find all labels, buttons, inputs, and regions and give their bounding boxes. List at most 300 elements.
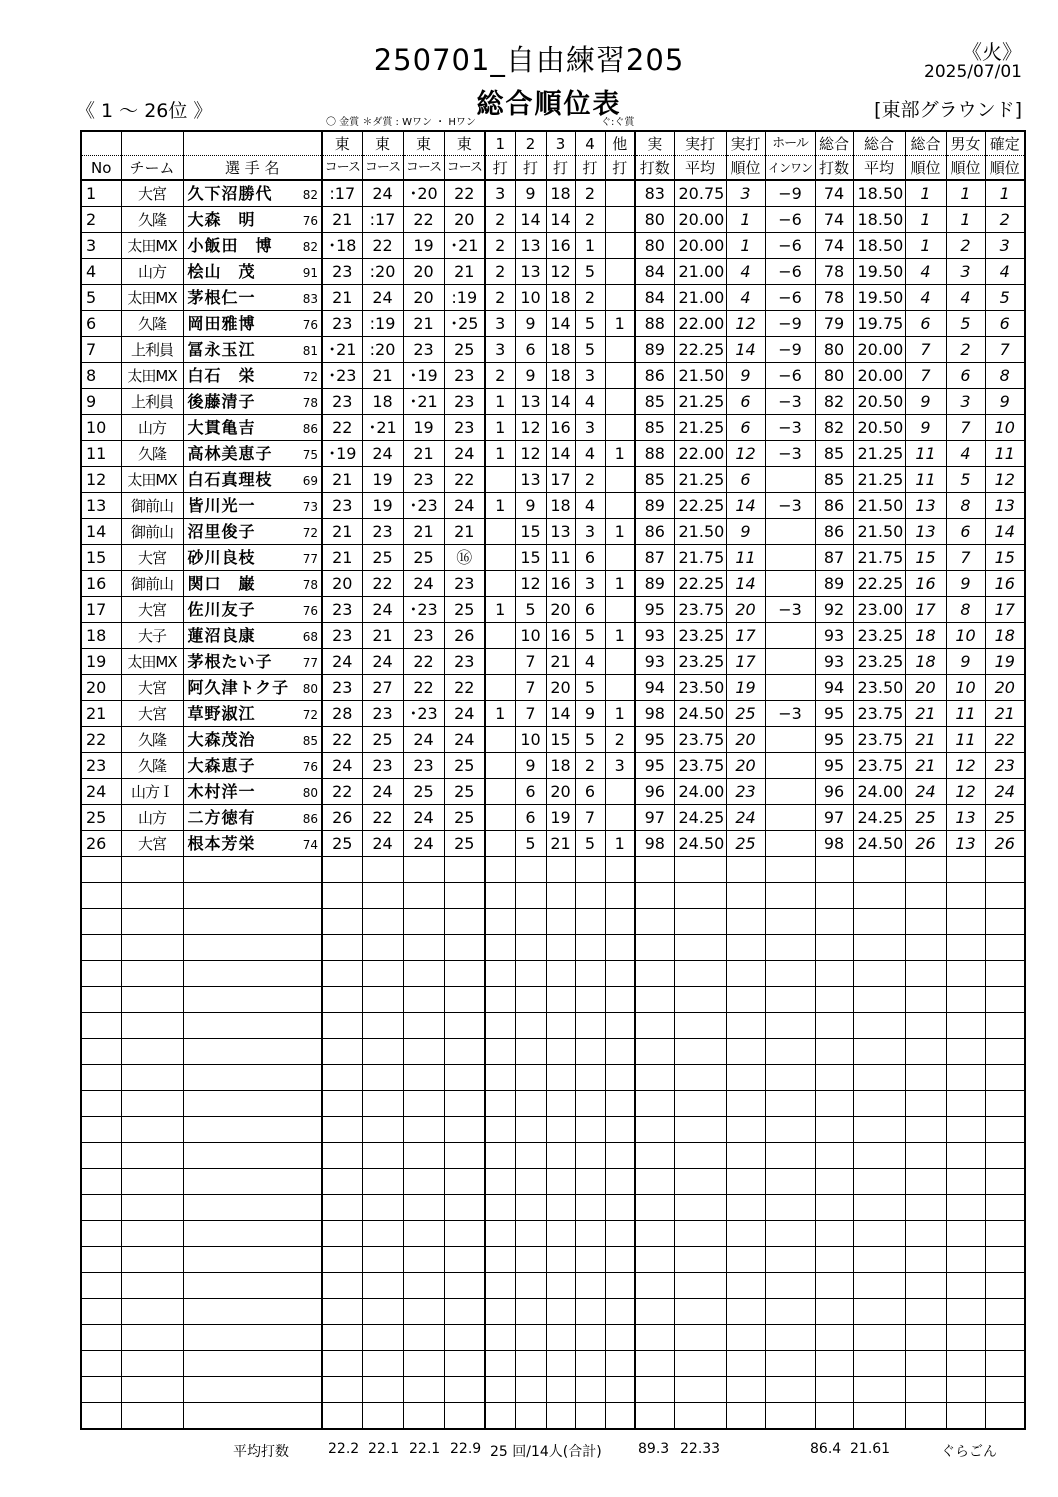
cell-h4: 5 — [575, 675, 605, 701]
cell-h2: 14 — [515, 207, 546, 233]
empty-cell — [853, 883, 905, 909]
cell-hio: −9 — [765, 180, 815, 207]
empty-cell — [905, 1273, 946, 1299]
empty-cell — [515, 857, 546, 883]
column-header — [183, 131, 322, 156]
cell-h2: 15 — [515, 519, 546, 545]
empty-row — [81, 1299, 1025, 1325]
empty-cell — [575, 987, 605, 1013]
cell-trk: 17 — [905, 597, 946, 623]
empty-cell — [674, 1377, 726, 1403]
date-label: 2025/07/01 — [924, 62, 1022, 82]
empty-cell — [726, 1325, 765, 1351]
cell-jrk: 6 — [726, 389, 765, 415]
cell-jrk: 6 — [726, 467, 765, 493]
empty-cell — [81, 1377, 121, 1403]
cell-gen: 12 — [946, 779, 985, 805]
player-age: 72 — [302, 708, 318, 722]
player-name: 白石真理枝 — [187, 469, 273, 489]
empty-cell — [362, 1273, 403, 1299]
empty-cell — [815, 1169, 853, 1195]
empty-cell — [515, 1117, 546, 1143]
cell-gen: 6 — [946, 519, 985, 545]
empty-row — [81, 857, 1025, 883]
cell-c4: 25 — [444, 597, 485, 623]
player-name: 白石 栄 — [187, 365, 256, 385]
cell-h4: 9 — [575, 701, 605, 727]
cell-tav: 23.25 — [853, 623, 905, 649]
cell-no: 1 — [81, 180, 121, 207]
cell-hio: −9 — [765, 311, 815, 337]
empty-cell — [81, 1273, 121, 1299]
cell-c3: ･23 — [403, 597, 444, 623]
player-name: 高林美恵子 — [187, 443, 273, 463]
empty-cell — [403, 1117, 444, 1143]
cell-h2: 5 — [515, 831, 546, 857]
empty-cell — [765, 909, 815, 935]
empty-cell — [121, 1195, 183, 1221]
cell-tot: 95 — [815, 727, 853, 753]
cell-name — [183, 337, 322, 363]
cell-name — [183, 467, 322, 493]
table-header — [81, 131, 1025, 180]
cell-h1: 2 — [485, 207, 515, 233]
player-age: 83 — [302, 292, 318, 306]
cell-jav: 21.25 — [674, 415, 726, 441]
empty-cell — [575, 1299, 605, 1325]
cell-ho — [605, 545, 635, 571]
cell-h4: 4 — [575, 441, 605, 467]
column-header: 東 — [362, 131, 403, 156]
footer-rounds: 25 回/14人(合計) — [490, 1444, 602, 1460]
player-name: 小飯田 博 — [187, 235, 273, 255]
cell-no: 24 — [81, 779, 121, 805]
cell-h1 — [485, 519, 515, 545]
footer-course-2-avg: 22.1 — [368, 1441, 400, 1457]
cell-h1 — [485, 675, 515, 701]
cell-trk: 15 — [905, 545, 946, 571]
cell-ho: 1 — [605, 831, 635, 857]
empty-cell — [403, 987, 444, 1013]
empty-cell — [444, 1299, 485, 1325]
cell-hio — [765, 545, 815, 571]
cell-c1: 28 — [322, 701, 362, 727]
empty-cell — [121, 1143, 183, 1169]
cell-c4: 23 — [444, 649, 485, 675]
empty-cell — [575, 1013, 605, 1039]
cell-trk: 26 — [905, 831, 946, 857]
column-header: 2 — [515, 131, 546, 156]
cell-c4: 22 — [444, 467, 485, 493]
cell-ho — [605, 467, 635, 493]
cell-tav: 23.50 — [853, 675, 905, 701]
cell-c2: 22 — [362, 233, 403, 259]
cell-jit: 96 — [635, 779, 674, 805]
empty-cell — [635, 1143, 674, 1169]
cell-name — [183, 363, 322, 389]
cell-team: 大宮 — [121, 701, 183, 727]
cell-no: 5 — [81, 285, 121, 311]
empty-cell — [81, 1221, 121, 1247]
player-name: 根本芳栄 — [187, 833, 256, 853]
cell-fin: 21 — [985, 701, 1025, 727]
empty-cell — [946, 1091, 985, 1117]
cell-c2: 21 — [362, 363, 403, 389]
empty-cell — [485, 1325, 515, 1351]
cell-fin: 20 — [985, 675, 1025, 701]
cell-c4: 24 — [444, 701, 485, 727]
cell-jav: 22.25 — [674, 493, 726, 519]
cell-c1: 23 — [322, 623, 362, 649]
cell-trk: 9 — [905, 389, 946, 415]
empty-cell — [444, 857, 485, 883]
empty-cell — [815, 961, 853, 987]
empty-cell — [403, 1351, 444, 1377]
empty-cell — [815, 935, 853, 961]
empty-cell — [985, 987, 1025, 1013]
empty-cell — [403, 1143, 444, 1169]
empty-cell — [985, 1091, 1025, 1117]
cell-c3: 24 — [403, 727, 444, 753]
cell-h1 — [485, 727, 515, 753]
cell-jit: 83 — [635, 180, 674, 207]
cell-ho: 1 — [605, 701, 635, 727]
cell-jrk: 9 — [726, 363, 765, 389]
cell-name — [183, 493, 322, 519]
empty-row — [81, 1221, 1025, 1247]
cell-name — [183, 441, 322, 467]
cell-h3: 18 — [546, 180, 575, 207]
column-header: 総合 — [815, 131, 853, 156]
cell-c3: 19 — [403, 415, 444, 441]
empty-cell — [605, 1351, 635, 1377]
empty-cell — [765, 1325, 815, 1351]
cell-c1: 21 — [322, 207, 362, 233]
empty-cell — [674, 857, 726, 883]
cell-name — [183, 233, 322, 259]
empty-cell — [183, 1247, 322, 1273]
empty-cell — [575, 857, 605, 883]
empty-cell — [946, 961, 985, 987]
empty-cell — [81, 1117, 121, 1143]
empty-cell — [444, 1403, 485, 1430]
empty-cell — [362, 1065, 403, 1091]
cell-c3: 25 — [403, 545, 444, 571]
empty-cell — [444, 1117, 485, 1143]
empty-cell — [674, 1351, 726, 1377]
cell-c2: :20 — [362, 337, 403, 363]
cell-h1: 3 — [485, 180, 515, 207]
empty-cell — [403, 857, 444, 883]
empty-cell — [403, 1299, 444, 1325]
table-row — [81, 519, 1025, 545]
cell-name — [183, 259, 322, 285]
empty-cell — [605, 1221, 635, 1247]
player-name: 木村洋一 — [187, 781, 256, 801]
footer-label: 平均打数 — [233, 1444, 289, 1460]
cell-trk: 11 — [905, 441, 946, 467]
empty-cell — [362, 935, 403, 961]
cell-h3: 11 — [546, 545, 575, 571]
empty-cell — [575, 1117, 605, 1143]
player-age: 73 — [302, 500, 318, 514]
cell-tot: 95 — [815, 753, 853, 779]
empty-cell — [853, 1299, 905, 1325]
empty-row — [81, 1143, 1025, 1169]
cell-name — [183, 727, 322, 753]
cell-h4: 5 — [575, 259, 605, 285]
empty-cell — [674, 1065, 726, 1091]
cell-tot: 78 — [815, 259, 853, 285]
cell-h2: 12 — [515, 415, 546, 441]
cell-tav: 21.50 — [853, 519, 905, 545]
empty-cell — [515, 1169, 546, 1195]
empty-cell — [635, 1351, 674, 1377]
cell-tav: 20.50 — [853, 389, 905, 415]
cell-tot: 80 — [815, 337, 853, 363]
empty-cell — [322, 1299, 362, 1325]
empty-cell — [322, 1325, 362, 1351]
cell-name — [183, 623, 322, 649]
player-name: 大森 明 — [187, 209, 256, 229]
cell-fin: 10 — [985, 415, 1025, 441]
cell-c1: 21 — [322, 545, 362, 571]
empty-cell — [485, 1273, 515, 1299]
cell-fin: 25 — [985, 805, 1025, 831]
cell-h2: 15 — [515, 545, 546, 571]
cell-tot: 87 — [815, 545, 853, 571]
player-age: 86 — [302, 422, 318, 436]
empty-cell — [674, 1403, 726, 1430]
empty-cell — [985, 1377, 1025, 1403]
cell-tot: 80 — [815, 363, 853, 389]
cell-c2: 25 — [362, 545, 403, 571]
empty-cell — [322, 1143, 362, 1169]
empty-cell — [515, 1325, 546, 1351]
cell-no: 17 — [81, 597, 121, 623]
cell-c4: 20 — [444, 207, 485, 233]
empty-cell — [575, 961, 605, 987]
cell-name — [183, 389, 322, 415]
empty-cell — [815, 1273, 853, 1299]
cell-jav: 20.75 — [674, 180, 726, 207]
cell-team: 上利員 — [121, 389, 183, 415]
cell-team: 太田MX — [121, 363, 183, 389]
empty-cell — [815, 909, 853, 935]
column-header: 平均 — [674, 156, 726, 181]
table-row — [81, 467, 1025, 493]
cell-team: 太田MX — [121, 649, 183, 675]
footer-brand: ぐらごん — [941, 1444, 997, 1460]
cell-tav: 24.25 — [853, 805, 905, 831]
cell-trk: 21 — [905, 753, 946, 779]
cell-h3: 20 — [546, 779, 575, 805]
empty-cell — [905, 1169, 946, 1195]
cell-no: 16 — [81, 571, 121, 597]
cell-ho: 1 — [605, 623, 635, 649]
cell-team: 久隆 — [121, 753, 183, 779]
empty-cell — [853, 1065, 905, 1091]
player-name: 砂川良枝 — [187, 547, 256, 567]
empty-cell — [403, 1065, 444, 1091]
empty-cell — [362, 857, 403, 883]
empty-cell — [765, 1169, 815, 1195]
cell-tot: 82 — [815, 415, 853, 441]
cell-gen: 8 — [946, 493, 985, 519]
ranking-table — [80, 130, 1026, 1430]
empty-cell — [183, 883, 322, 909]
cell-c1: 22 — [322, 415, 362, 441]
empty-cell — [946, 1143, 985, 1169]
empty-cell — [322, 961, 362, 987]
column-header: 総合 — [853, 131, 905, 156]
footer-course-1-avg: 22.2 — [328, 1441, 360, 1457]
cell-tav: 23.75 — [853, 727, 905, 753]
cell-tot: 74 — [815, 233, 853, 259]
table-row — [81, 207, 1025, 233]
empty-cell — [444, 1169, 485, 1195]
cell-h2: 6 — [515, 779, 546, 805]
cell-fin: 4 — [985, 259, 1025, 285]
cell-h1: 2 — [485, 233, 515, 259]
empty-cell — [985, 1247, 1025, 1273]
empty-cell — [444, 909, 485, 935]
empty-cell — [515, 1065, 546, 1091]
empty-cell — [485, 1143, 515, 1169]
empty-cell — [183, 961, 322, 987]
empty-cell — [853, 1013, 905, 1039]
cell-h1 — [485, 805, 515, 831]
empty-cell — [575, 1143, 605, 1169]
cell-jrk: 6 — [726, 415, 765, 441]
empty-cell — [444, 1325, 485, 1351]
empty-cell — [575, 1195, 605, 1221]
cell-hio — [765, 779, 815, 805]
cell-h4: 3 — [575, 571, 605, 597]
empty-cell — [403, 1169, 444, 1195]
cell-c2: 19 — [362, 467, 403, 493]
cell-name — [183, 805, 322, 831]
cell-team: 大宮 — [121, 831, 183, 857]
empty-cell — [726, 1377, 765, 1403]
cell-c1: 21 — [322, 467, 362, 493]
cell-team: 御前山 — [121, 519, 183, 545]
cell-jav: 21.50 — [674, 363, 726, 389]
cell-jav: 22.00 — [674, 311, 726, 337]
empty-cell — [635, 961, 674, 987]
cell-team: 上利員 — [121, 337, 183, 363]
cell-c1: 23 — [322, 311, 362, 337]
cell-tav: 20.00 — [853, 363, 905, 389]
cell-fin: 22 — [985, 727, 1025, 753]
empty-cell — [546, 961, 575, 987]
cell-team: 久隆 — [121, 207, 183, 233]
empty-cell — [546, 1377, 575, 1403]
empty-cell — [765, 1013, 815, 1039]
empty-cell — [853, 935, 905, 961]
empty-cell — [515, 1091, 546, 1117]
cell-team: 大宮 — [121, 675, 183, 701]
cell-h4: 7 — [575, 805, 605, 831]
empty-cell — [515, 1013, 546, 1039]
empty-cell — [322, 1273, 362, 1299]
empty-cell — [853, 909, 905, 935]
player-name: 沼里俊子 — [187, 521, 256, 541]
cell-tot: 89 — [815, 571, 853, 597]
cell-tot: 85 — [815, 467, 853, 493]
empty-cell — [853, 1351, 905, 1377]
cell-gen: 13 — [946, 805, 985, 831]
empty-cell — [985, 1403, 1025, 1430]
empty-cell — [635, 909, 674, 935]
empty-cell — [546, 1169, 575, 1195]
empty-cell — [515, 935, 546, 961]
cell-c4: 25 — [444, 337, 485, 363]
cell-fin: 26 — [985, 831, 1025, 857]
table-row — [81, 701, 1025, 727]
empty-cell — [605, 1065, 635, 1091]
cell-name — [183, 571, 322, 597]
cell-h2: 9 — [515, 363, 546, 389]
cell-jit: 84 — [635, 259, 674, 285]
cell-jav: 21.00 — [674, 259, 726, 285]
cell-h4: 3 — [575, 519, 605, 545]
cell-c4: 24 — [444, 493, 485, 519]
cell-h3: 18 — [546, 285, 575, 311]
cell-fin: 5 — [985, 285, 1025, 311]
cell-jrk: 9 — [726, 519, 765, 545]
cell-hio — [765, 805, 815, 831]
empty-cell — [121, 883, 183, 909]
column-header: コース — [322, 156, 362, 181]
empty-cell — [121, 1221, 183, 1247]
cell-h3: 18 — [546, 363, 575, 389]
empty-cell — [515, 909, 546, 935]
empty-cell — [985, 909, 1025, 935]
cell-fin: 2 — [985, 207, 1025, 233]
cell-jav: 24.25 — [674, 805, 726, 831]
player-age: 76 — [302, 318, 318, 332]
cell-no: 18 — [81, 623, 121, 649]
empty-cell — [605, 1039, 635, 1065]
player-age: 76 — [302, 214, 318, 228]
cell-team: 山方 — [121, 415, 183, 441]
cell-h1 — [485, 623, 515, 649]
empty-cell — [726, 1299, 765, 1325]
cell-jrk: 25 — [726, 701, 765, 727]
column-header: 順位 — [985, 156, 1025, 181]
empty-cell — [403, 1221, 444, 1247]
empty-cell — [322, 1221, 362, 1247]
empty-cell — [946, 1273, 985, 1299]
cell-tav: 21.50 — [853, 493, 905, 519]
cell-h4: 2 — [575, 467, 605, 493]
empty-cell — [485, 1039, 515, 1065]
cell-jrk: 3 — [726, 180, 765, 207]
empty-cell — [815, 1247, 853, 1273]
empty-cell — [183, 909, 322, 935]
cell-trk: 6 — [905, 311, 946, 337]
player-age: 85 — [302, 734, 318, 748]
cell-jrk: 19 — [726, 675, 765, 701]
empty-cell — [546, 1143, 575, 1169]
cell-hio: −3 — [765, 597, 815, 623]
empty-cell — [674, 987, 726, 1013]
cell-h1: 2 — [485, 363, 515, 389]
empty-row — [81, 1351, 1025, 1377]
empty-cell — [765, 857, 815, 883]
player-age: 77 — [302, 656, 318, 670]
